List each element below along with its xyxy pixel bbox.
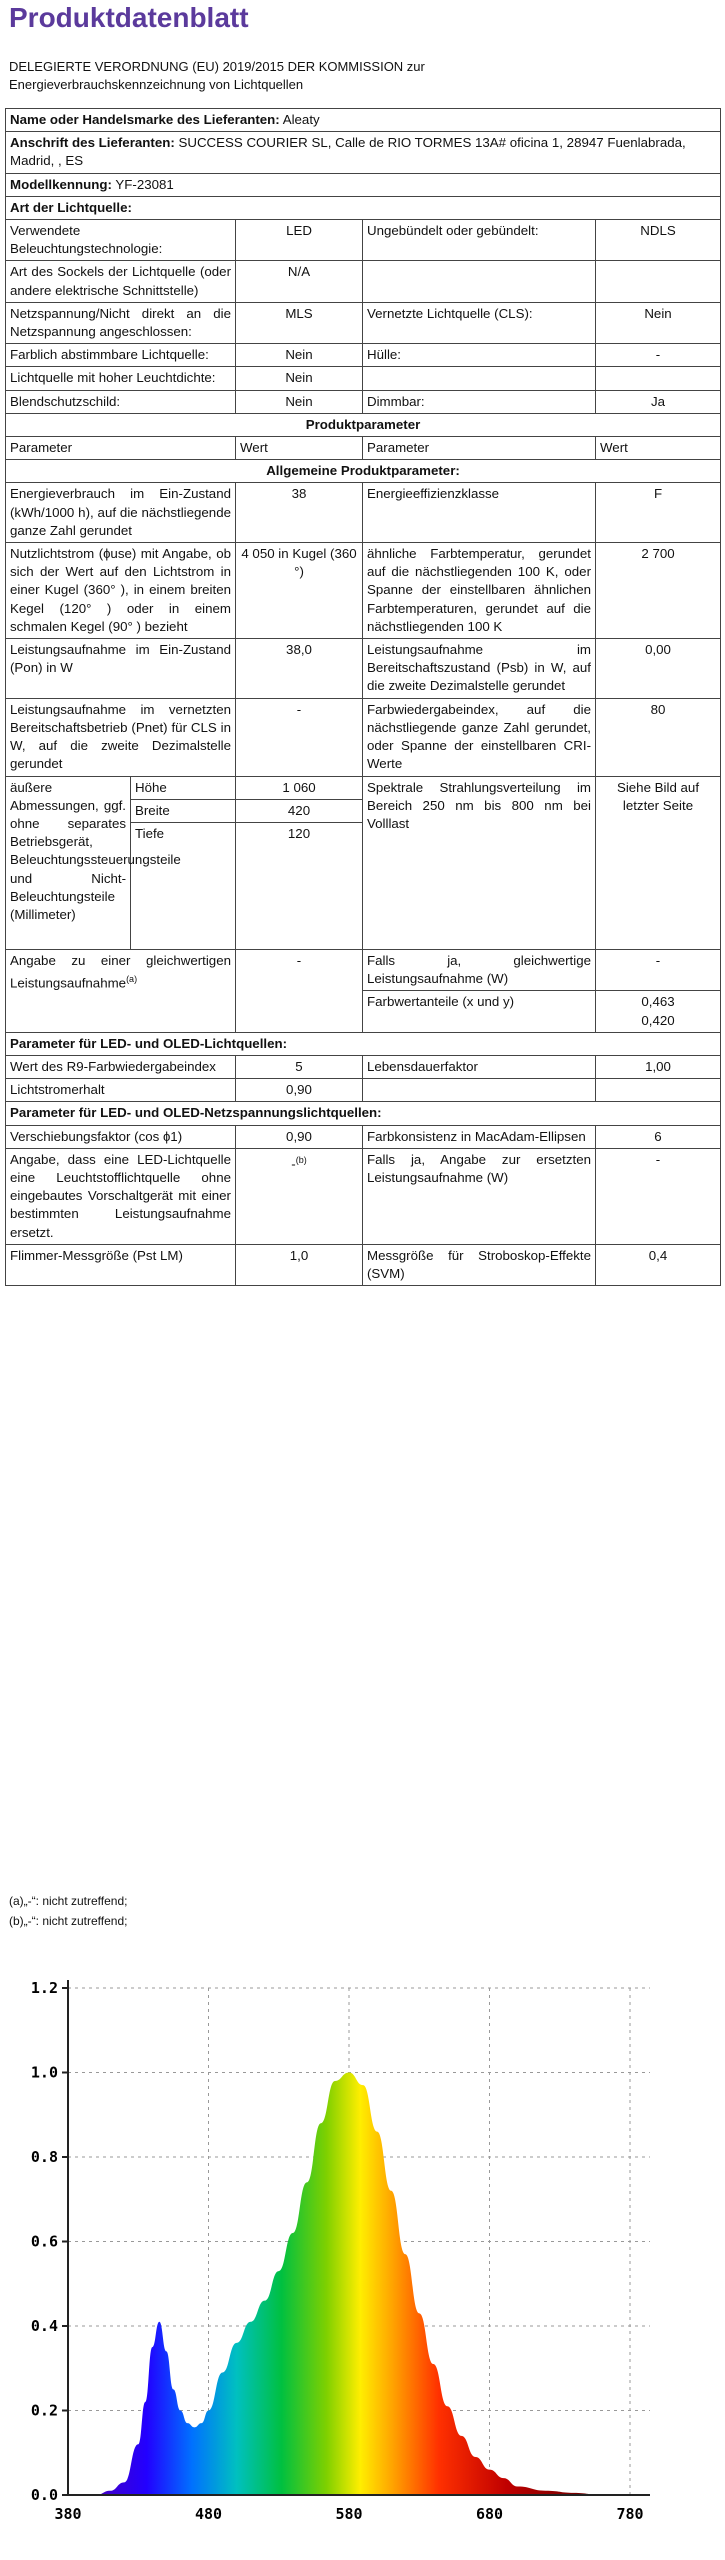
chromaticity-label: Farbwertanteile (x und y) bbox=[363, 991, 596, 1032]
datasheet-table bbox=[5, 108, 721, 1286]
cell-label: Dimmbar: bbox=[363, 390, 596, 413]
width-label: Breite bbox=[131, 799, 236, 822]
x-tick-label: 580 bbox=[335, 2505, 363, 2523]
cell-label: Farblich abstimmbare Lichtquelle: bbox=[6, 344, 236, 367]
cell-value: F bbox=[596, 483, 721, 543]
cell-label: Hülle: bbox=[363, 344, 596, 367]
param-row bbox=[6, 639, 721, 699]
column-header: Parameter bbox=[6, 437, 236, 460]
product-params-heading: Produktparameter bbox=[6, 413, 721, 436]
cell-label: Leistungsaufnahme im Bereitschaftszustand (Psb) in W, auf die zweite Dezimalstelle gerundet bbox=[363, 639, 596, 699]
led-mains-heading: Parameter für LED- und OLED-Netzspannungslichtquellen: bbox=[6, 1102, 721, 1125]
light-source-row bbox=[6, 302, 721, 343]
fluorescent-replacement-value bbox=[236, 1148, 363, 1244]
cell-value: Nein bbox=[236, 367, 363, 390]
subtitle-line-2: Energieverbrauchskennzeichnung von Lichtquellen bbox=[9, 77, 304, 92]
lumen-maintenance-label: Lichtstromerhalt bbox=[6, 1079, 236, 1102]
chromaticity-value bbox=[596, 991, 721, 1032]
cell-label: Energieeffizienzklasse bbox=[363, 483, 596, 543]
equivalent-power-text: Angabe zu einer gleichwertigen Leistungsaufnahme bbox=[10, 952, 231, 991]
product-params-heading-row bbox=[6, 413, 721, 436]
footnote-marker: (b) bbox=[295, 1154, 307, 1165]
cell-label: Blendschutzschild: bbox=[6, 390, 236, 413]
cell-label bbox=[363, 367, 596, 390]
equivalent-power-w-label: Falls ja, gleichwertige Leistungsaufnahme (W) bbox=[363, 949, 596, 990]
footnote-marker: (a) bbox=[126, 974, 138, 985]
cos-phi-value: 0,90 bbox=[236, 1125, 363, 1148]
fluorescent-replacement-label: Angabe, dass eine LED-Lichtquelle eine Leuchtstofflichtquelle ohne eingebautes Vorschaltgerät mit einer bestimmten Leistungsaufnahme ersetzt. bbox=[6, 1148, 236, 1244]
spectrum-area bbox=[68, 2073, 630, 2496]
column-header: Wert bbox=[596, 437, 721, 460]
led-params-heading: Parameter für LED- und OLED-Lichtquellen: bbox=[6, 1032, 721, 1055]
cell-value: 38 bbox=[236, 483, 363, 543]
param-row bbox=[6, 1079, 721, 1102]
r9-label: Wert des R9-Farbwiedergabeindex bbox=[6, 1055, 236, 1078]
x-tick-label: 680 bbox=[475, 2505, 504, 2523]
supplier-name-value: Aleaty bbox=[282, 112, 320, 127]
cell-label: Vernetzte Lichtquelle (CLS): bbox=[363, 302, 596, 343]
light-source-heading-row bbox=[6, 196, 721, 219]
equivalent-power-row bbox=[6, 949, 721, 990]
footnote-a: (a)„-“: nicht zutreffend; bbox=[9, 1894, 128, 1908]
dimensions-label: äußere Abmessungen, ggf. ohne separates Betriebsgerät, Beleuchtungssteuerungsteile und Nicht-Beleuchtungsteile (Millimeter) bbox=[6, 776, 131, 949]
cell-value: 38,0 bbox=[236, 639, 363, 699]
svm-value: 0,4 bbox=[596, 1244, 721, 1285]
supplier-address-row bbox=[6, 132, 721, 173]
regulation-subtitle bbox=[9, 58, 425, 94]
cell-label: Leistungsaufnahme im vernetzten Bereitschaftsbetrieb (Pnet) für CLS in W, auf die zweite Dezimalstelle gerundet bbox=[6, 698, 236, 776]
x-tick-labels bbox=[54, 2505, 643, 2523]
led-mains-heading-row bbox=[6, 1102, 721, 1125]
x-tick-label: 480 bbox=[194, 2505, 223, 2523]
general-params-heading: Allgemeine Produktparameter: bbox=[6, 460, 721, 483]
flicker-label: Flimmer-Messgröße (Pst LM) bbox=[6, 1244, 236, 1285]
cell-label: Ungebündelt oder gebündelt: bbox=[363, 220, 596, 261]
cell-label: Nutzlichtstrom (ɸuse) mit Angabe, ob sich der Wert auf den Lichtstrom in einer Kugel (360° ), in einem breiten Kegel (120° ) oder in einem schmalen Kegel (90° ) bezieht bbox=[6, 543, 236, 639]
lumen-maintenance-value: 0,90 bbox=[236, 1079, 363, 1102]
supplier-name-row bbox=[6, 109, 721, 132]
y-tick-label: 0.0 bbox=[30, 2486, 58, 2504]
light-source-row bbox=[6, 344, 721, 367]
model-value: YF-23081 bbox=[115, 176, 174, 192]
cell-label: Farbwiedergabeindex, auf die nächstliegende ganze Zahl gerundet, oder Spanne der einstellbaren CRI-Werte bbox=[363, 698, 596, 776]
x-tick-label: 780 bbox=[616, 2505, 644, 2523]
depth-label: Tiefe bbox=[131, 822, 236, 949]
light-source-row bbox=[6, 220, 721, 261]
led-params-heading-row bbox=[6, 1032, 721, 1055]
column-header-row bbox=[6, 437, 721, 460]
y-tick-label: 0.4 bbox=[30, 2317, 58, 2335]
param-row bbox=[6, 698, 721, 776]
cell-value: Nein bbox=[236, 390, 363, 413]
cell-value: 4 050 in Kugel (360 °) bbox=[236, 543, 363, 639]
light-source-row bbox=[6, 367, 721, 390]
cell-label: Lichtquelle mit hoher Leuchtdichte: bbox=[6, 367, 236, 390]
y-tick-label: 0.8 bbox=[30, 2148, 58, 2166]
cell-value: - bbox=[596, 344, 721, 367]
cell-label: Energieverbrauch im Ein-Zustand (kWh/1000 h), auf die nächstliegende ganze Zahl gerundet bbox=[6, 483, 236, 543]
cell-value bbox=[596, 367, 721, 390]
param-row bbox=[6, 1244, 721, 1285]
cell-value: MLS bbox=[236, 302, 363, 343]
depth-value: 120 bbox=[236, 822, 363, 949]
r9-value: 5 bbox=[236, 1055, 363, 1078]
spectrum-chart bbox=[0, 1940, 725, 2555]
cell-value: 2 700 bbox=[596, 543, 721, 639]
height-value: 1 060 bbox=[236, 776, 363, 799]
replaced-power-value: - bbox=[596, 1148, 721, 1244]
column-header: Wert bbox=[236, 437, 363, 460]
spectral-value: Siehe Bild auf letzter Seite bbox=[596, 776, 721, 949]
lifetime-value: 1,00 bbox=[596, 1055, 721, 1078]
supplier-address-value: SUCCESS COURIER SL, Calle de RIO TORMES 13A# oficina 1, 28947 Fuenlabrada, Madrid, , ES bbox=[10, 135, 686, 169]
equivalent-power-value: - bbox=[236, 949, 363, 1032]
y-tick-label: 1.2 bbox=[30, 1979, 58, 1997]
replaced-power-label: Falls ja, Angabe zur ersetzten Leistungsaufnahme (W) bbox=[363, 1148, 596, 1244]
height-label: Höhe bbox=[131, 776, 236, 799]
param-row bbox=[6, 1148, 721, 1244]
model-row bbox=[6, 173, 721, 196]
param-row bbox=[6, 543, 721, 639]
cell-value: 80 bbox=[596, 698, 721, 776]
lifetime-label: Lebensdauerfaktor bbox=[363, 1055, 596, 1078]
cell-value: 0,00 bbox=[596, 639, 721, 699]
footnote-b: (b)„-“: nicht zutreffend; bbox=[9, 1914, 128, 1928]
cell-label: ähnliche Farbtemperatur, gerundet auf die nächstliegenden 100 K, oder Spanne der einstellbaren ähnlichen Farbtemperaturen, gerundet auf die nächstliegenden 100 K bbox=[363, 543, 596, 639]
cell-value: Nein bbox=[236, 344, 363, 367]
x-tick-label: 380 bbox=[54, 2505, 82, 2523]
y-tick-label: 0.2 bbox=[30, 2401, 58, 2420]
equivalent-power-label bbox=[6, 949, 236, 1032]
chromaticity-y: 0,420 bbox=[641, 1012, 675, 1028]
supplier-address-label: Anschrift des Lieferanten: bbox=[10, 135, 175, 151]
cell-value: N/A bbox=[236, 261, 363, 302]
fluorescent-value-text: - bbox=[291, 1156, 296, 1172]
light-source-heading: Art der Lichtquelle: bbox=[6, 196, 721, 219]
cell-label: Netzspannung/Nicht direkt an die Netzspannung angeschlossen: bbox=[6, 302, 236, 343]
cell-value: - bbox=[236, 698, 363, 776]
macadam-label: Farbkonsistenz in MacAdam-Ellipsen bbox=[363, 1125, 596, 1148]
model-label: Modellkennung: bbox=[10, 176, 112, 192]
light-source-row bbox=[6, 261, 721, 302]
cell-value: NDLS bbox=[596, 220, 721, 261]
column-header: Parameter bbox=[363, 437, 596, 460]
page-title: Produktdatenblatt bbox=[9, 2, 249, 33]
svm-label: Messgröße für Stroboskop-Effekte (SVM) bbox=[363, 1244, 596, 1285]
flicker-value: 1,0 bbox=[236, 1244, 363, 1285]
cell-label: Leistungsaufnahme im Ein-Zustand (Pon) in W bbox=[6, 639, 236, 699]
dimensions-row bbox=[6, 776, 721, 799]
spectral-label: Spektrale Strahlungsverteilung im Bereich 250 nm bis 800 nm bei Volllast bbox=[363, 776, 596, 949]
param-row bbox=[6, 1055, 721, 1078]
y-tick-label: 0.6 bbox=[30, 2232, 58, 2251]
subtitle-line-1: DELEGIERTE VERORDNUNG (EU) 2019/2015 DER KOMMISSION zur bbox=[9, 59, 425, 74]
macadam-value: 6 bbox=[596, 1125, 721, 1148]
y-tick-label: 1.0 bbox=[30, 2063, 58, 2082]
supplier-name-label: Name oder Handelsmarke des Lieferanten: bbox=[10, 112, 280, 127]
cell-value: LED bbox=[236, 220, 363, 261]
cell-label: Verwendete Beleuchtungstechnologie: bbox=[6, 220, 236, 261]
param-row bbox=[6, 1125, 721, 1148]
param-row bbox=[6, 483, 721, 543]
width-value: 420 bbox=[236, 799, 363, 822]
cell-value: Nein bbox=[596, 302, 721, 343]
cell-value: Ja bbox=[596, 390, 721, 413]
cell-label bbox=[363, 261, 596, 302]
chromaticity-x: 0,463 bbox=[641, 994, 675, 1010]
y-tick-labels bbox=[31, 1979, 68, 2504]
cell-value bbox=[596, 261, 721, 302]
light-source-row bbox=[6, 390, 721, 413]
cos-phi-label: Verschiebungsfaktor (cos ɸ1) bbox=[6, 1125, 236, 1148]
equivalent-power-w-value: - bbox=[596, 949, 721, 990]
general-params-heading-row bbox=[6, 460, 721, 483]
cell-label: Art des Sockels der Lichtquelle (oder andere elektrische Schnittstelle) bbox=[6, 261, 236, 302]
